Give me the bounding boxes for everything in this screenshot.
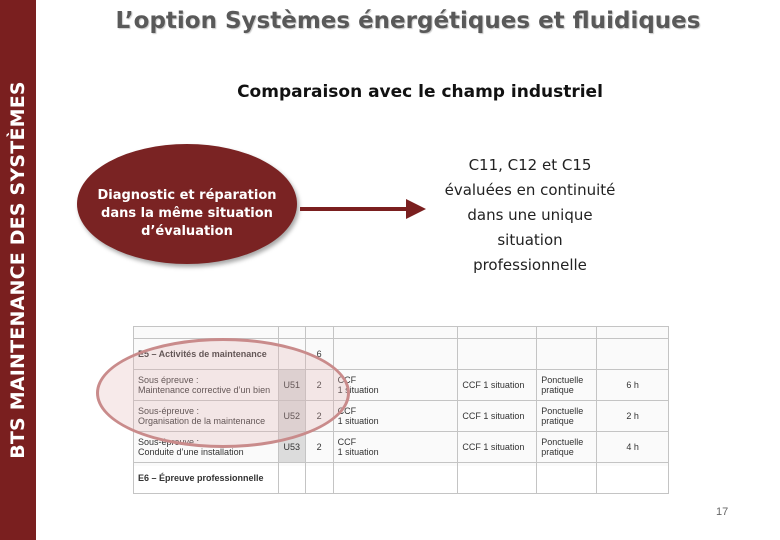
row-label: Sous épreuve : Maintenance corrective d’un bien [134, 370, 279, 401]
row-duration: 4 h [597, 432, 669, 463]
row-form: CCF 1 situation [333, 401, 458, 432]
row-duration: 6 h [597, 370, 669, 401]
row-code: U51 [278, 370, 305, 401]
slide-subtitle: Comparaison avec le champ industriel [237, 82, 603, 102]
right-arrow-icon [300, 196, 430, 222]
row-ccf: CCF 1 situation [458, 401, 537, 432]
result-line: C11, C12 et C15 [468, 156, 592, 174]
row-code: U52 [278, 401, 305, 432]
row-label: Sous-épreuve : Organisation de la maintenance [134, 401, 279, 432]
row-label: Sous-épreuve : Conduite d’une installation [134, 432, 279, 463]
row-coef: 2 [305, 432, 333, 463]
result-line: dans une unique [467, 206, 593, 224]
row-form2: Ponctuelle pratique [537, 432, 597, 463]
result-text [420, 153, 640, 278]
row-code: U53 [278, 432, 305, 463]
row-label: E5 – Activités de maintenance [134, 339, 279, 370]
table-row [134, 327, 669, 339]
slide-title: L’option Systèmes énergétiques et fluidiques [115, 8, 701, 34]
row-form2: Ponctuelle pratique [537, 401, 597, 432]
row-ccf: CCF 1 situation [458, 432, 537, 463]
table-row [134, 463, 669, 494]
row-form2: Ponctuelle pratique [537, 370, 597, 401]
result-line: évaluées en continuité [444, 181, 616, 199]
result-line: professionnelle [473, 256, 587, 274]
result-line: situation [497, 231, 563, 249]
row-coef: 2 [305, 401, 333, 432]
row-form: CCF 1 situation [333, 432, 458, 463]
page-number: 17 [716, 506, 729, 518]
highlight-oval [96, 338, 350, 448]
row-duration: 2 h [597, 401, 669, 432]
row-label: E6 – Épreuve professionnelle [134, 463, 279, 494]
row-ccf: CCF 1 situation [458, 370, 537, 401]
row-form: CCF 1 situation [333, 370, 458, 401]
ellipse-line: d’évaluation [141, 224, 233, 239]
ellipse-line: dans la même situation [101, 206, 273, 221]
ellipse-text [77, 187, 297, 241]
row-coef: 2 [305, 370, 333, 401]
ellipse-line: Diagnostic et réparation [97, 188, 277, 203]
sidebar-label: BTS MAINTENANCE DES SYSTÈMES [7, 81, 29, 459]
row-coef: 6 [305, 339, 333, 370]
